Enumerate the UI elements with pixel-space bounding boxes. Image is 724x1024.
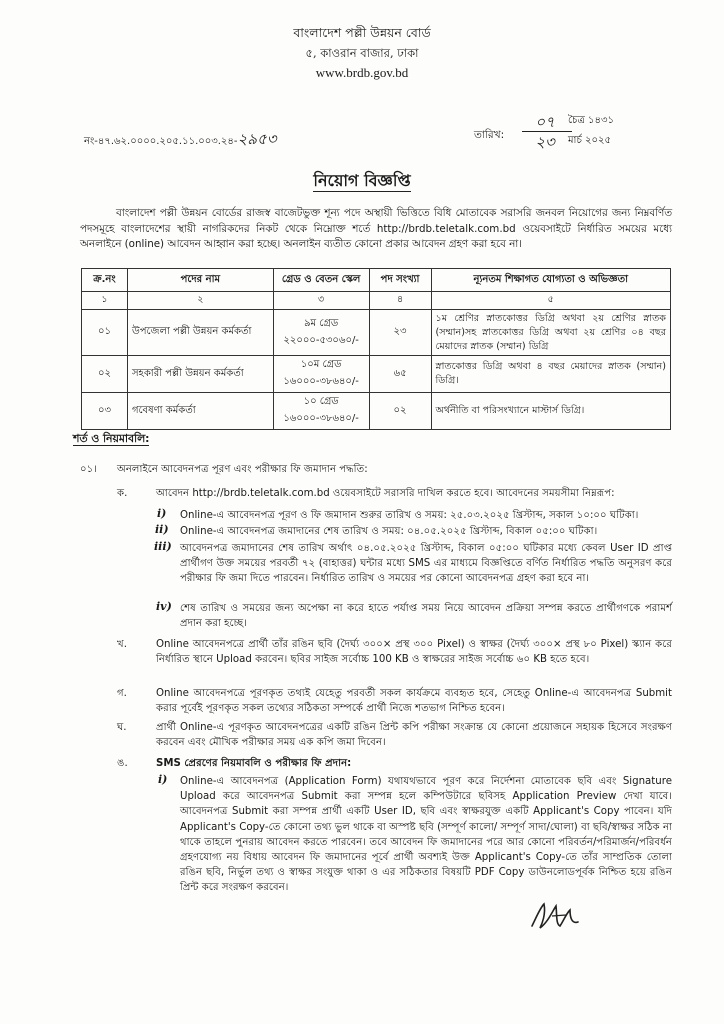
row-grade: ১০ম গ্রেড — [300, 359, 342, 370]
item-ga-text: Online আবেদনপত্রে পূরণকৃত তথ্যই যেহেতু পরবর্তী সকল কার্যক্রমে ব্যবহৃত হবে, সেহেতু Online-এ আবেদনপত্র Submit করার পূর্বেই পূরণকৃত সকল তথ্যের সঠিকতা সম্পর্কে প্রার্থী নিজে শতভাগ নিশ্চিত হবেন। — [156, 688, 672, 715]
table-column-number-row — [82, 292, 671, 310]
item-ga-label: গ. — [117, 688, 127, 699]
memo-prefix: নং-৪৭.৬২.০০০০.২০৫.১১.০০৩.২৪- — [84, 136, 238, 147]
roman-iii-label: iii) — [154, 540, 172, 553]
conditions-heading — [73, 430, 149, 449]
memo-number — [84, 128, 277, 153]
col-number: ৫ — [431, 292, 670, 310]
row-scale: ১৬০০০-৩৮৬৪০/- — [283, 413, 359, 424]
table-header-row — [82, 269, 671, 292]
date-block — [522, 110, 672, 150]
memo-hand-number: ২৯৫৩ — [237, 130, 277, 148]
english-date-month-year: মার্চ ২০২৫ — [568, 135, 612, 146]
row-serial: ০২ — [82, 356, 128, 393]
header-serial: ক্র.নং — [82, 269, 128, 292]
uma-roman-i-label: i) — [158, 773, 168, 786]
row-qualification: ১ম শ্রেণির স্নাতকোত্তর ডিগ্রি অথবা ২য় শ্রেণির স্নাতক (সম্মান)সহ স্নাতকোত্তর ডিগ্রি অথবা ২য় শ্রেণির ০৪ বছর মেয়াদের স্নাতক (সম্মান) ডিগ্রি — [431, 310, 670, 356]
roman-ii-label: ii) — [155, 523, 169, 536]
row-post-name: উপজেলা পল্লী উন্নয়ন কর্মকর্তা — [127, 310, 273, 356]
posts-table — [81, 268, 671, 430]
row-grade-scale — [273, 310, 369, 356]
header-qualification: ন্যূনতম শিক্ষাগত যোগ্যতা ও অভিজ্ঞতা — [431, 269, 670, 292]
row-grade: ১০ গ্রেড — [303, 396, 339, 407]
date-divider — [522, 131, 572, 132]
col-number: ২ — [127, 292, 273, 310]
table-row — [82, 310, 671, 356]
item-ka-text: আবেদন http://brdb.teletalk.com.bd ওয়েবসাইটে সরাসরি দাখিল করতে হবে। আবেদনের সময়সীমা নিম্নরূপ: — [156, 488, 615, 499]
row-count: ৬৫ — [369, 356, 431, 393]
letterhead — [0, 22, 724, 83]
row-grade-scale — [273, 393, 369, 430]
conditions-heading-text: শর্ত ও নিয়মাবলি: — [73, 432, 150, 445]
bangla-date-month-year: চৈত্র ১৪৩১ — [568, 115, 614, 126]
header-post-count: পদ সংখ্যা — [369, 269, 431, 292]
item-kha-text: Online আবেদনপত্রে প্রার্থী তাঁর রঙিন ছবি (দৈর্ঘ্য ৩০০× প্রস্থ ৩০০ Pixel) ও স্বাক্ষর (দৈর্ঘ্য ৩০০× প্রস্থ ৮০ Pixel) স্ক্যান করে নির্ধারিত স্থানে Upload করবেন। ছবির সাইজ সর্বোচ্চ 100 KB ও স্বাক্ষরের সাইজ সর্বোচ্চ ৬০ KB হতে হবে। — [156, 639, 672, 666]
col-number: ১ — [82, 292, 128, 310]
notice-title — [0, 168, 724, 195]
row-grade: ৯ম গ্রেড — [304, 317, 339, 329]
organization-website: www.brdb.gov.bd — [315, 65, 409, 80]
item-kha-label: খ. — [117, 639, 127, 650]
english-date-hand-day: ২৩ — [535, 133, 555, 151]
bangla-date-row — [522, 110, 672, 130]
row-qualification: স্নাতকোত্তর ডিগ্রি অথবা ৪ বছর মেয়াদের স্নাতক (সম্মান) ডিগ্রি। — [431, 356, 670, 393]
roman-ii-text: Online-এ আবেদনপত্র জমাদানের শেষ তারিখ ও সময়: ০৪.০৫.২০২৫ খ্রিস্টাব্দ, বিকাল ০৫:০০ ঘটিকা। — [180, 526, 598, 537]
row-scale: ১৬০০০-৩৮৬৪০/- — [283, 376, 359, 387]
row-count: ২৩ — [369, 310, 431, 356]
roman-i-label: i) — [157, 507, 167, 520]
section-1-number: ০১। — [80, 464, 97, 475]
row-scale: ২২০০০-৫৩০৬০/- — [283, 334, 359, 346]
organization-address: ৫, কাওরান বাজার, ঢাকা — [305, 46, 419, 60]
row-serial: ০৩ — [82, 393, 128, 430]
date-label: তারিখ: — [474, 129, 505, 141]
uma-roman-i-text: Online-এ আবেদনপত্র (Application Form) যথাযথভাবে পূরণ করে নির্দেশনা মোতাবেক ছবি এবং Signature Upload করে আবেদনপত্র Submit করা সম্পন্ন হলে কম্পিউটারে ছবিসহ Application Preview দেখা যাবে। আবেদনপত্র Submit করা সম্পন্ন প্রার্থী একটি User ID, ছবি এবং স্বাক্ষরযুক্ত একটি Applicant's Copy পাবেন। যদি Applicant's Copy-তে কোনো তথ্য ভুল থাকে বা অস্পষ্ট ছবি (সম্পূর্ণ কালো/ সম্পূর্ণ সাদা/ঘোলা) বা ছবি/স্বাক্ষর সঠিক না থাকে তাহলে পুনরায় আবেদন করতে পারবেন। তবে আবেদন ফি জমাদানের পরে আর কোনো পরিবর্তন/পরিমার্জন/পরিবর্ধন গ্রহণযোগ্য নয় বিধায় আবেদন ফি জমাদানের পূর্বে প্রার্থী অবশ্যই উক্ত Applicant's Copy-তে তাঁর সাম্প্রতিক তোলা রঙিন ছবি, নির্ভুল তথ্য ও স্বাক্ষর সংযুক্ত থাকা ও এর সঠিকতার বিষয়টি PDF Copy ডাউনলোডপূর্বক নিশ্চিত হয়ে রঙিন প্রিন্ট করে সংরক্ষণ করবেন। — [180, 776, 672, 894]
header-grade-scale: গ্রেড ও বেতন স্কেল — [273, 269, 369, 292]
intro-text: বাংলাদেশ পল্লী উন্নয়ন বোর্ডের রাজস্ব বাজেটভুক্ত শূন্য পদে অস্থায়ী ভিত্তিতে বিধি মোতাবেক সরাসরি জনবল নিয়োগের জন্য নিম্নবর্ণিত পদসমূহে বাংলাদেশের স্থায়ী নাগরিকদের নিকট থেকে নিম্নোক্ত শর্তে http://brdb.teletalk.com.bd ওয়েবসাইটে নির্ধারিত সময়ের মধ্যে অনলাইনে (online) আবেদন আহ্বান করা হচ্ছে। অনলাইন ব্যতীত কোনো প্রকার আবেদন গ্রহণ করা হবে না। — [80, 207, 672, 250]
signature-icon — [526, 896, 586, 934]
col-number: ৪ — [369, 292, 431, 310]
row-qualification: অর্থনীতি বা পরিসংখ্যানে মাস্টার্স ডিগ্রি। — [431, 393, 670, 430]
row-post-name: গবেষণা কর্মকর্তা — [127, 393, 273, 430]
item-uma-label: ঙ. — [117, 758, 128, 769]
header-post-name: পদের নাম — [127, 269, 273, 292]
table-row — [82, 356, 671, 393]
intro-paragraph — [80, 206, 672, 253]
organization-name: বাংলাদেশ পল্লী উন্নয়ন বোর্ড — [293, 25, 431, 40]
table-row — [82, 393, 671, 430]
row-post-name: সহকারী পল্লী উন্নয়ন কর্মকর্তা — [127, 356, 273, 393]
english-date-row — [522, 130, 672, 150]
row-count: ০২ — [369, 393, 431, 430]
roman-i-text: Online-এ আবেদনপত্র পূরণ ও ফি জমাদান শুরুর তারিখ ও সময়: ২৫.০৩.২০২৫ খ্রিস্টাব্দ, সকাল ১০:০০ ঘটিকা। — [180, 510, 639, 521]
item-gha-label: ঘ. — [117, 722, 127, 733]
notice-title-text: নিয়োগ বিজ্ঞপ্তি — [313, 171, 411, 190]
item-ka-label: ক. — [117, 488, 128, 499]
roman-iii-text: আবেদনপত্র জমাদানের শেষ তারিখ অর্থাৎ ০৪.০৫.২০২৫ খ্রিস্টাব্দ, বিকাল ০৫:০০ ঘটিকার মধ্যে কেবল User ID প্রাপ্ত প্রার্থীগণ উক্ত সময়ের পরবর্তী ৭২ (বাহাত্তর) ঘন্টার মধ্যে SMS এর মাধ্যমে বিজ্ঞপ্তিতে বর্ণিত নির্ধারিত পদ্ধতি অনুসরণ করে পরীক্ষার ফি জমা দিতে পারবেন। নির্ধারিত তারিখ ও সময়ের পর কোনো আবেদনপত্র গ্রহণ করা হবে না। — [180, 543, 672, 585]
roman-iv-label: iv) — [156, 600, 172, 613]
item-gha-text: প্রার্থী Online-এ পূরণকৃত আবেদনপত্রের একটি রঙিন প্রিন্ট কপি পরীক্ষা সংক্রান্ত যে কোনো প্রয়োজনে সহায়ক হিসেবে সংরক্ষণ করবেন এবং মৌখিক পরীক্ষার সময় এক কপি জমা দিবেন। — [156, 722, 672, 749]
col-number: ৩ — [273, 292, 369, 310]
row-grade-scale — [273, 356, 369, 393]
section-1-title: অনলাইনে আবেদনপত্র পূরণ এবং পরীক্ষার ফি জমাদান পদ্ধতি: — [117, 464, 368, 475]
row-serial: ০১ — [82, 310, 128, 356]
roman-iv-text: শেষ তারিখ ও সময়ের জন্য অপেক্ষা না করে হাতে পর্যাপ্ত সময় নিয়ে আবেদন প্রক্রিয়া সম্পন্ন করতে প্রার্থীগণকে পরামর্শ প্রদান করা হচ্ছে। — [180, 603, 672, 630]
item-uma-heading: SMS প্রেরণের নিয়মাবলি ও পরীক্ষার ফি প্রদান: — [156, 758, 352, 769]
bangla-date-hand-day: ০৭ — [535, 113, 555, 131]
